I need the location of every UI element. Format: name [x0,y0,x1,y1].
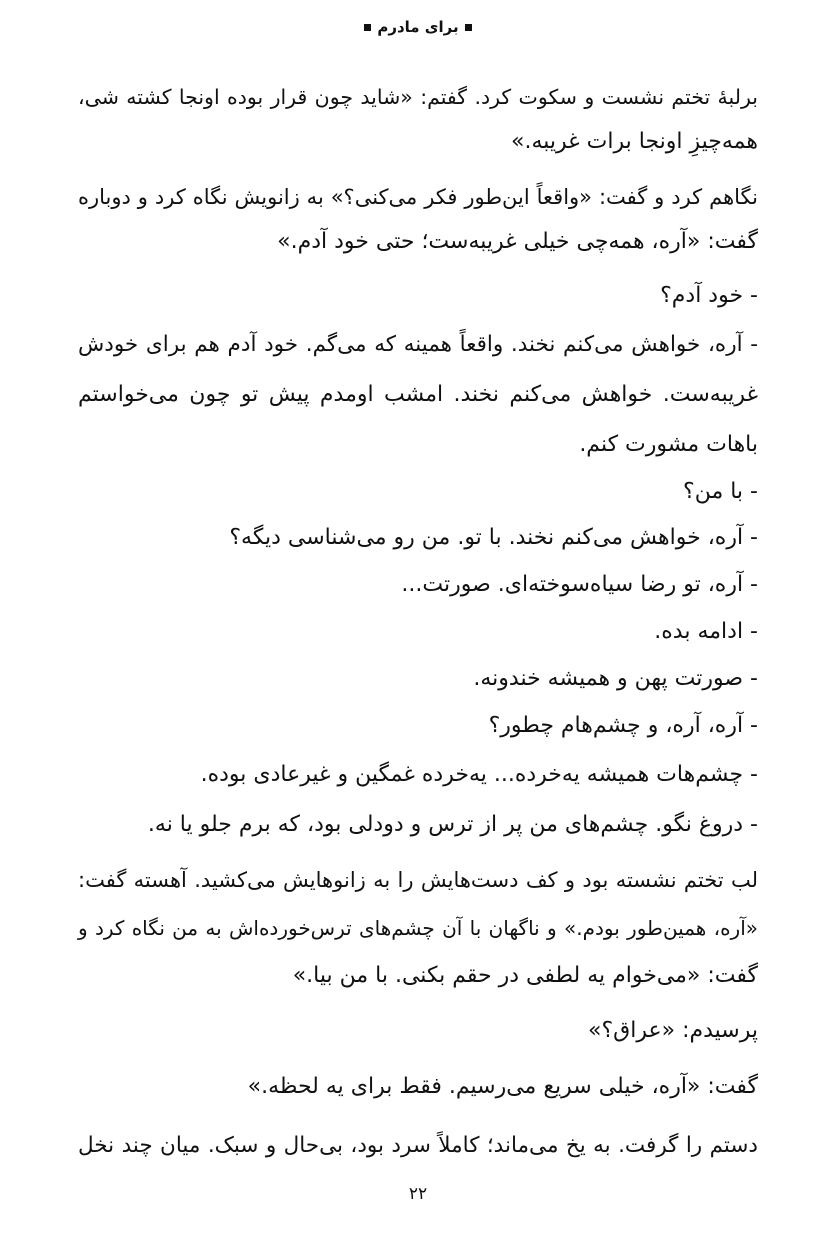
dialogue-line: - خود آدم؟ [660,283,758,308]
dialogue-line: - آره، خواهش می‌کنم نخند. واقعاً همینه که می‌گم. خود آدم هم برای خودش [78,332,758,357]
square-ornament-icon [364,24,371,31]
text-line: لب تختم نشسته بود و کف دست‌هایش را به زانوهایش می‌کشید. آهسته گفت: [78,868,758,892]
text-line: گفت: «آره، خیلی سریع می‌رسیم. فقط برای یه لحظه.» [247,1074,758,1099]
text-line: همه‌چیزِ اونجا برات غریبه.» [511,129,758,154]
page-number: ۲۲ [408,1184,428,1204]
text-line: نگاهم کرد و گفت: «واقعاً این‌طور فکر می‌کنی؟» به زانویش نگاه کرد و دوباره [78,185,758,209]
dialogue-line: - با من؟ [683,479,758,504]
text-line: گفت: «می‌خوام یه لطفی در حقم بکنی. با من بیا.» [292,963,758,988]
text-line: دستم را گرفت. به یخ می‌ماند؛ کاملاً سرد بود، بی‌حال و سبک. میان چند نخل [78,1133,758,1158]
dialogue-line: - ادامه بده. [654,619,758,644]
text-line: غریبه‌ست. خواهش می‌کنم نخند. امشب اومدم پیش تو چون می‌خواستم [78,382,758,407]
dialogue-line: - چشم‌هات همیشه یه‌خرده... یه‌خرده غمگین و غیرعادی بوده. [200,762,758,787]
dialogue-line: - آره، تو رضا سیاه‌سوخته‌ای. صورتت... [401,572,758,597]
text-line: پرسیدم: «عراق؟» [588,1018,758,1043]
dialogue-line: - دروغ نگو. چشم‌های من پر از ترس و دودلی بود، که برم جلو یا نه. [147,812,758,837]
square-ornament-icon [465,24,472,31]
text-line: برلبهٔ تختم نشست و سکوت کرد. گفتم: «شاید چون قرار بوده اونجا کشته شی، [78,85,758,109]
running-title: برای مادرم [377,18,459,36]
text-line: «آره، همین‌طور بودم.» و ناگهان با آن چشم‌های ترس‌خورده‌اش به من نگاه کرد و [78,916,758,940]
dialogue-line: - آره، خواهش می‌کنم نخند. با تو. من رو می‌شناسی دیگه؟ [229,525,758,550]
running-head [0,18,836,36]
dialogue-line: - آره، آره، و چشم‌هام چطور؟ [488,713,758,738]
text-line: گفت: «آره، همه‌چی خیلی غریبه‌ست؛ حتی خود آدم.» [277,229,758,254]
dialogue-line: - صورتت پهن و همیشه خندونه. [473,666,758,691]
text-line: باهات مشورت کنم. [579,432,758,457]
